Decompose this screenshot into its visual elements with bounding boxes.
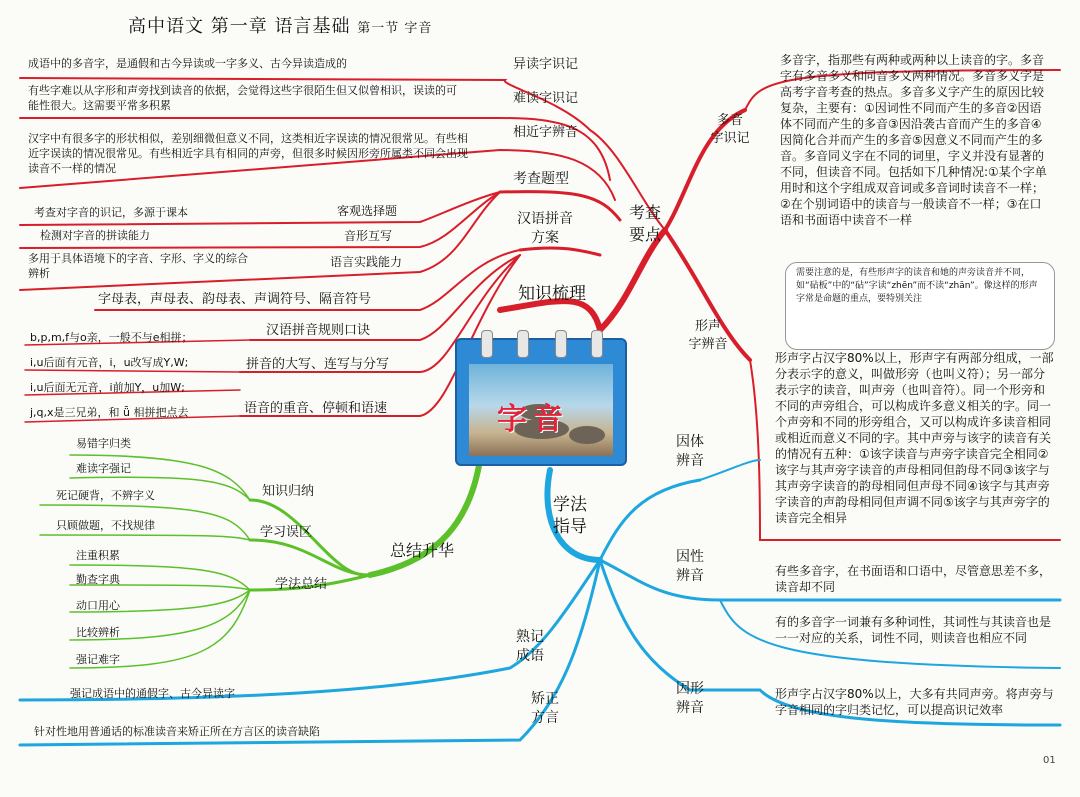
- text-duoyin: 多音字，指那些有两种或两种以上读音的字。多音字有多音多义和同音多义两种情况。多音多义字是高考字音考查的热点。多音多义字产生的原因比较复杂，主要有：①因词性不同而产生的多音②因语体不同而产生的多音③因沿袭古音而产生的多音④因简化合并而产生的多音⑤因意义不同而产生的多音。多音同义字在不同的词里，字义并没有显著的不同，但读音不同。包括如下几种情况:①某个字单用时和这个字组成双音词或多音词时读音不一样；②在个别词语中的读音与一般读音不一样；③在口语和书面语中读音不一样: [780, 53, 1047, 227]
- label-xiangjin: 相近字辨音: [513, 125, 579, 140]
- label-yinxing: 音形互写: [344, 229, 393, 243]
- branch-zhishi: 知识梳理: [518, 284, 586, 304]
- guina-item: 难读字强记: [76, 462, 131, 475]
- rhyme-1: b,p,m,f与o亲，一般不与e相拼；: [30, 331, 193, 344]
- text-yinxing: 检测对字音的拼读能力: [40, 229, 150, 242]
- text-xingsheng: 形声字占汉字80%以上，形声字有两部分组成，一部分表示字的意义，叫做形旁（也叫义符）；另一部分表示字的读音，叫声旁（也叫音符）。同一个形旁和不同的声旁组合，可以构成许多意义相关的字。同一个声旁和不同的形旁组合，又可以构成许多读音相同或相近而意义不同的字。其中声旁与该字的读音有关的情况有五种：①该字读音与声旁字读音完全相同②该字与其声旁字读音的声母相同但韵母不同③该字与其声旁字读音的韵母相同但声母不同④该字与其声旁字读音的声韵母相同但声调不同⑤该字与其声旁字的读音完全相异: [775, 351, 1054, 525]
- branch-pinyin: 汉语拼音 方案: [517, 211, 573, 246]
- text-jiaozheng: 针对性地用普通话的标准读音来矫正所在方言区的读音缺陷: [34, 725, 320, 738]
- label-xuefa-zongjie: 学法总结: [275, 577, 328, 592]
- rhyme-4: j,q,x是三兄弟，和 ǖ 相拼把点去: [30, 406, 189, 419]
- ring-icon: [517, 330, 529, 358]
- page-number: 01: [1043, 755, 1056, 766]
- text-yinxing2: 形声字占汉字80%以上，大多有共同声旁。将声旁与字音相同的字归类记忆，可以提高识记效率: [775, 687, 1054, 717]
- branch-jiaozheng: 矫正 方言: [531, 691, 559, 726]
- text-shuji: 强记成语中的通假字、古今异读字: [70, 687, 235, 700]
- branch-shuji: 熟记 成语: [516, 629, 544, 664]
- branch-xingsheng: 形声 字辨音: [688, 319, 728, 352]
- branch-yinxing: 因性 辨音: [676, 549, 704, 584]
- pinyin-write: 拼音的大写、连写与分写: [246, 357, 390, 372]
- text-xiangjin: 汉字中有很多字的形状相似，差别细微但意义不同，这类相近字误读的情况很常见。有些相近字误读的情况很常见。有些相近字具有相同的声旁，但很多时候因形旁所属类不同会出现读音不一样的情况: [28, 132, 468, 175]
- label-guina: 知识归纳: [262, 484, 315, 499]
- branch-yinti: 因体 辨音: [676, 434, 704, 469]
- wuqu-item: 死记硬背，不辨字义: [56, 489, 155, 502]
- text-yinxing-2: 有的多音字一词兼有多种词性，其词性与其读音也是一一对应的关系，词性不同，则读音也相应不同: [775, 615, 1052, 645]
- label-wuqu: 学习误区: [260, 525, 313, 540]
- ring-icon: [591, 330, 603, 358]
- text-yidu: 成语中的多音字，是通假和古今异读或一字多义、古今异读造成的: [28, 57, 347, 70]
- note-box: [785, 262, 1055, 350]
- branch-tixing: 考查题型: [513, 171, 569, 187]
- xuefa-item: 强记难字: [76, 653, 120, 666]
- center-label: 字音: [497, 402, 569, 437]
- branch-kaocha: 考查 要点: [628, 203, 661, 244]
- center-calendar-icon: [455, 338, 627, 466]
- note-text: 需要注意的是，有些形声字的读音和她的声旁读音并不同，如“砧板”中的“砧”字读“zhēn”而不读“zhān”。像这样的形声字常是命题的重点，要特别关注: [796, 268, 1038, 304]
- rhyme-3: i,u后面无元音，i前加Y，u加W;: [30, 381, 185, 394]
- label-kecuan: 客观选择题: [337, 204, 398, 218]
- text-yinxing: 有些多音字，在书面语和口语中，尽管意思差不多，读音却不同: [775, 564, 1052, 594]
- stones-image: [469, 364, 613, 456]
- ring-icon: [481, 330, 493, 358]
- title-section: 第一节 字音: [357, 21, 433, 36]
- branch-yinxing2: 因形 辨音: [676, 681, 704, 716]
- branch-zongjie: 总结升华: [390, 541, 455, 560]
- label-nandu: 难读字识记: [513, 91, 579, 106]
- ring-icon: [555, 330, 567, 358]
- page-title: [128, 12, 432, 38]
- branch-duoyin: 多音 字识记: [710, 113, 750, 146]
- pinyin-alphabet: 字母表，声母表、韵母表、声调符号、隔音符号: [98, 292, 372, 307]
- label-yuyan: 语言实践能力: [330, 255, 403, 269]
- branch-xuefa: 学法 指导: [553, 495, 587, 537]
- xuefa-item: 注重积累: [76, 549, 120, 562]
- label-yidu: 异读字识记: [513, 57, 579, 72]
- xuefa-item: 比较辨析: [76, 626, 120, 639]
- xuefa-item: 动口用心: [76, 599, 120, 612]
- pinyin-rules: 汉语拼音规则口诀: [266, 323, 371, 338]
- wuqu-item: 只顾做题，不找规律: [56, 519, 155, 532]
- xuefa-item: 勤查字典: [76, 573, 120, 586]
- text-yuyan: 多用于具体语境下的字音、字形、字义的综合辨析: [28, 252, 248, 280]
- text-kecuan: 考查对字音的识记，多源于课本: [34, 206, 188, 219]
- rhyme-2: i,u后面有元音，i，u改写成Y,W;: [30, 356, 189, 369]
- text-nandu: 有些字难以从字形和声旁找到读音的依据，会觉得这些字很陌生但又似曾相识，误读的可能性很大。这需要平常多积累: [28, 84, 457, 112]
- title-main: 高中语文 第一章 语言基础: [128, 16, 351, 37]
- guina-item: 易错字归类: [76, 437, 131, 450]
- pinyin-tone: 语音的重音、停顿和语速: [244, 401, 388, 416]
